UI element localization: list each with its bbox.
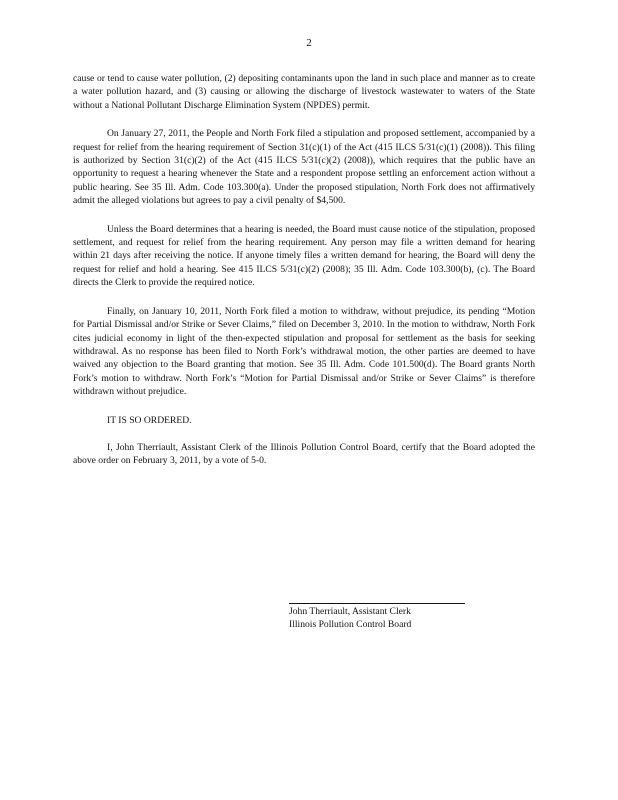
page-number: 2 [306, 37, 312, 49]
document-body [73, 72, 535, 483]
so-ordered: IT IS SO ORDERED. [107, 414, 192, 426]
signature-name: John Therriault, Assistant Clerk [289, 606, 411, 617]
signature-organization: Illinois Pollution Control Board [289, 619, 412, 631]
paragraph-stipulation: On January 27, 2011, the People and North Fork filed a stipulation and proposed settlement, accompanied by a request for relief from the hearing requirement of Section 31(c)(1) of the Act (415 ILCS 5/31(c)(1) (2008)). This filing is authorized by Section 31(c)(2) of the Act (415 ILCS 5/31(c)(2) (2008)), which requires that the public have an opportunity to request a hearing whenever the State and a respondent propose settling an enforcement action without a public hearing. See 35 Ill. Adm. Code 103.300(a). Under the proposed stipulation, North Fork does not affirmatively admit the alleged violations but agrees to pay a civil penalty of $4,500. [73, 128, 535, 207]
signature-line [289, 603, 465, 604]
paragraph-motion-withdraw: Finally, on January 10, 2011, North Fork filed a motion to withdraw, without prejudice, its pending “Motion for Partial Dismissal and/or Strike or Sever Claims,” filed on December 3, 2010. In the motion to withdraw, North Fork cites judicial economy in light of the then-expected stipulation and proposal for settlement as the basis for seeking withdrawal. As no response has been filed to North Fork’s withdrawal motion, the other parties are deemed to have waived any objection to the Board granting that motion. See 35 Ill. Adm. Code 101.500(d). The Board grants North Fork’s motion to withdraw. North Fork’s “Motion for Partial Dismissal and/or Strike or Sever Claims” is therefore withdrawn without prejudice. [73, 305, 535, 398]
paragraph-violations: cause or tend to cause water pollution, (2) depositing contaminants upon the land in such place and manner as to create a water pollution hazard, and (3) causing or allowing the discharge of livestock wastewater to waters of the State without a National Pollutant Discharge Elimination System (NPDES) permit. [73, 73, 535, 111]
signature-block [289, 603, 465, 631]
certification-paragraph: I, John Therriault, Assistant Clerk of the Illinois Pollution Control Board, certify that the Board adopted the above order on February 3, 2011, by a vote of 5-0. [73, 441, 535, 467]
paragraph-notice: Unless the Board determines that a hearing is needed, the Board must cause notice of the stipulation, proposed settlement, and request for relief from the hearing requirement. Any person may file a written demand for hearing within 21 days after receiving the notice. If anyone timely files a written demand for hearing, the Board will deny the request for relief and hold a hearing. See 415 ILCS 5/31(c)(2) (2008); 35 Ill. Adm. Code 103.300(b), (c). The Board directs the Clerk to provide the required notice. [73, 223, 535, 289]
